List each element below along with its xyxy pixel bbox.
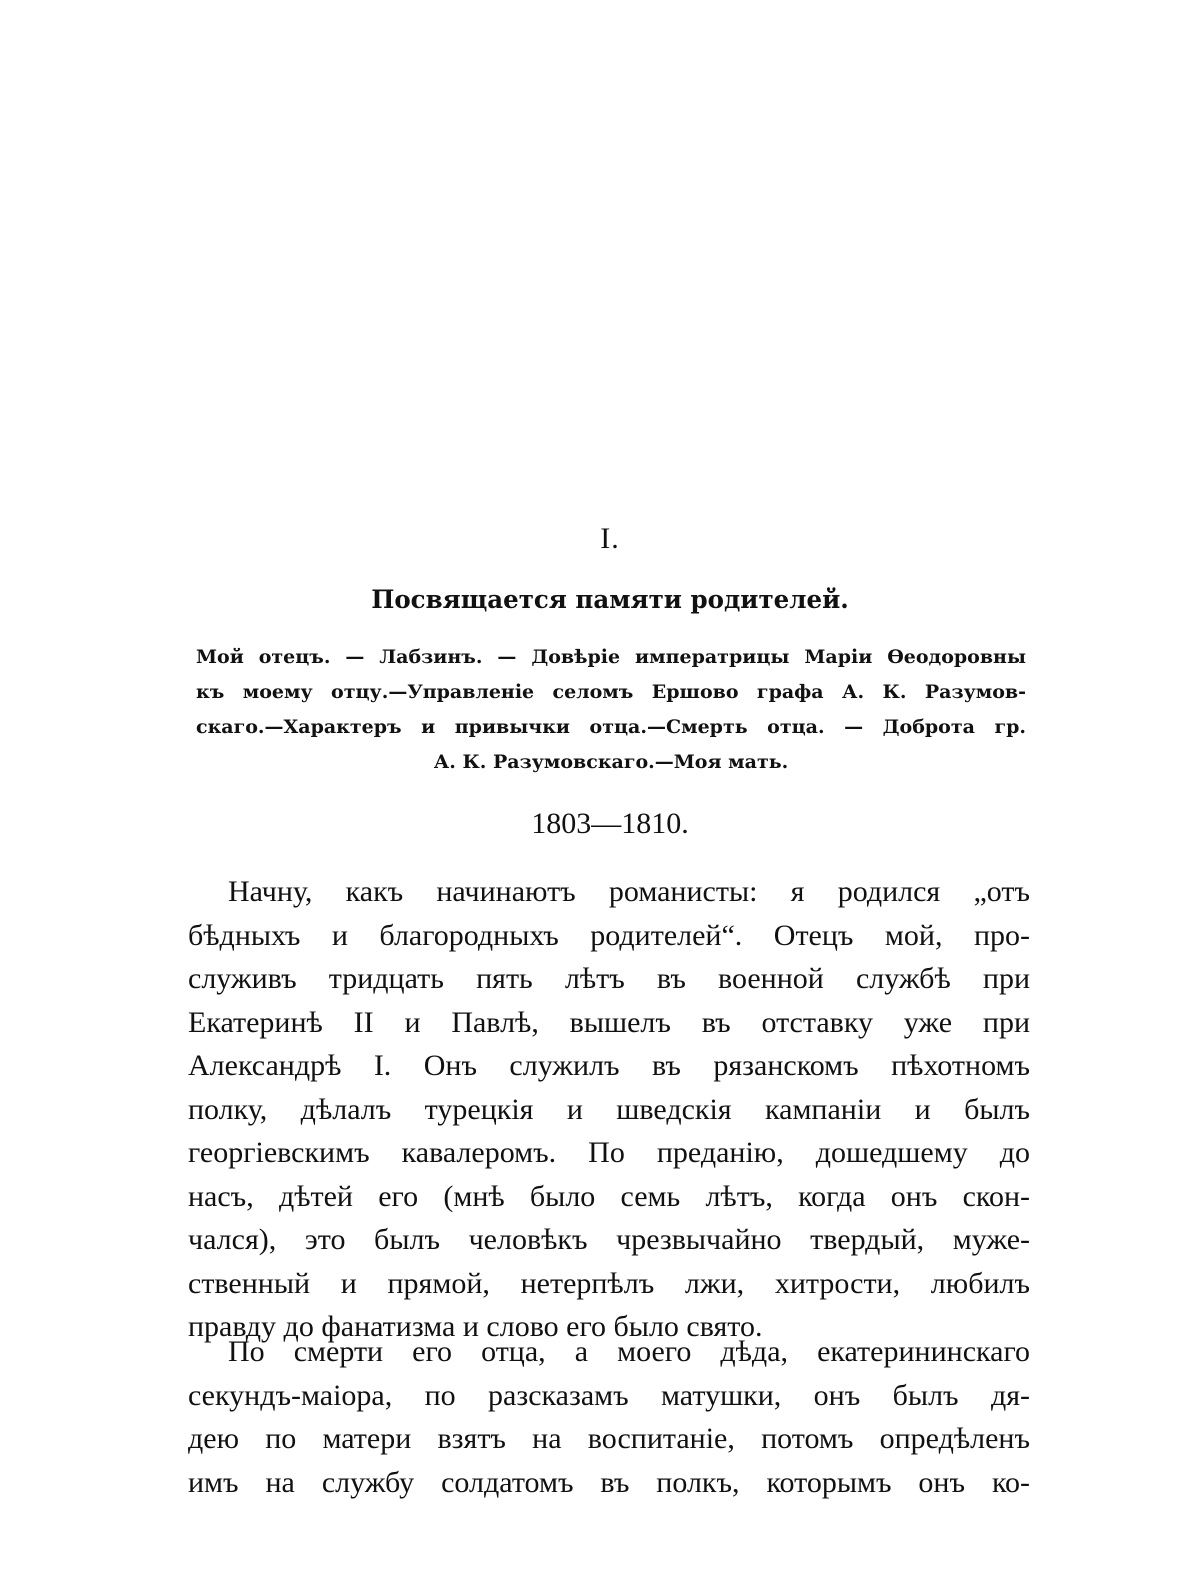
summary-line: скаго.—Характеръ и привычки отца.—Смерть отца. — Доброта гр. xyxy=(196,716,1026,738)
text-line: Александрѣ I. Онъ служилъ въ рязанскомъ пѣхотномъ xyxy=(188,1049,1030,1082)
paragraph xyxy=(188,1330,1030,1504)
text-line: ственный и прямой, нетерпѣлъ лжи, хитрости, любилъ xyxy=(188,1266,1030,1300)
summary-line: къ моему отцу.—Управленіе селомъ Ершово графа А. К. Разумов- xyxy=(196,681,1026,703)
text-line: секундъ-маіора, по разсказамъ матушки, онъ былъ дя- xyxy=(188,1378,1030,1412)
text-line: Начну, какъ начинаютъ романисты: я родился „отъ xyxy=(228,875,1030,908)
text-line: полку, дѣлалъ турецкія и шведскія кампаніи и былъ xyxy=(188,1092,1030,1126)
chapter-title: Посвящается памяти родителей. xyxy=(371,585,849,614)
chapter-summary xyxy=(196,640,1026,780)
paragraph xyxy=(188,870,1030,1349)
text-line: насъ, дѣтей его (мнѣ было семь лѣтъ, когда онъ скон- xyxy=(188,1179,1030,1213)
chapter-number: I. xyxy=(600,522,620,555)
text-line: бѣдныхъ и благородныхъ родителей“. Отецъ мой, про- xyxy=(188,918,1030,952)
summary-line: Мой отецъ. — Лабзинъ. — Довѣріе императрицы Маріи Ѳеодоровны xyxy=(196,646,1026,668)
text-line: служивъ тридцать пять лѣтъ въ военной службѣ при xyxy=(188,962,1030,995)
chapter-years: 1803—1810. xyxy=(531,807,689,840)
text-line: георгіевскимъ кавалеромъ. По преданію, дошедшему до xyxy=(188,1136,1030,1169)
text-line: имъ на службу солдатомъ въ полкъ, которымъ онъ ко- xyxy=(188,1465,1030,1499)
text-line: правду до фанатизма и слово его было свято. xyxy=(188,1310,763,1343)
summary-line: А. К. Разумовскаго.—Моя мать. xyxy=(433,751,789,773)
text-line: дею по матери взятъ на воспитаніе, потомъ опредѣленъ xyxy=(188,1422,1030,1455)
text-line: чался), это былъ человѣкъ чрезвычайно твердый, муже- xyxy=(188,1223,1030,1256)
text-line: Екатеринѣ II и Павлѣ, вышелъ въ отставку уже при xyxy=(188,1005,1030,1039)
text-line: По смерти его отца, а моего дѣда, екатерининскаго xyxy=(228,1335,1030,1368)
